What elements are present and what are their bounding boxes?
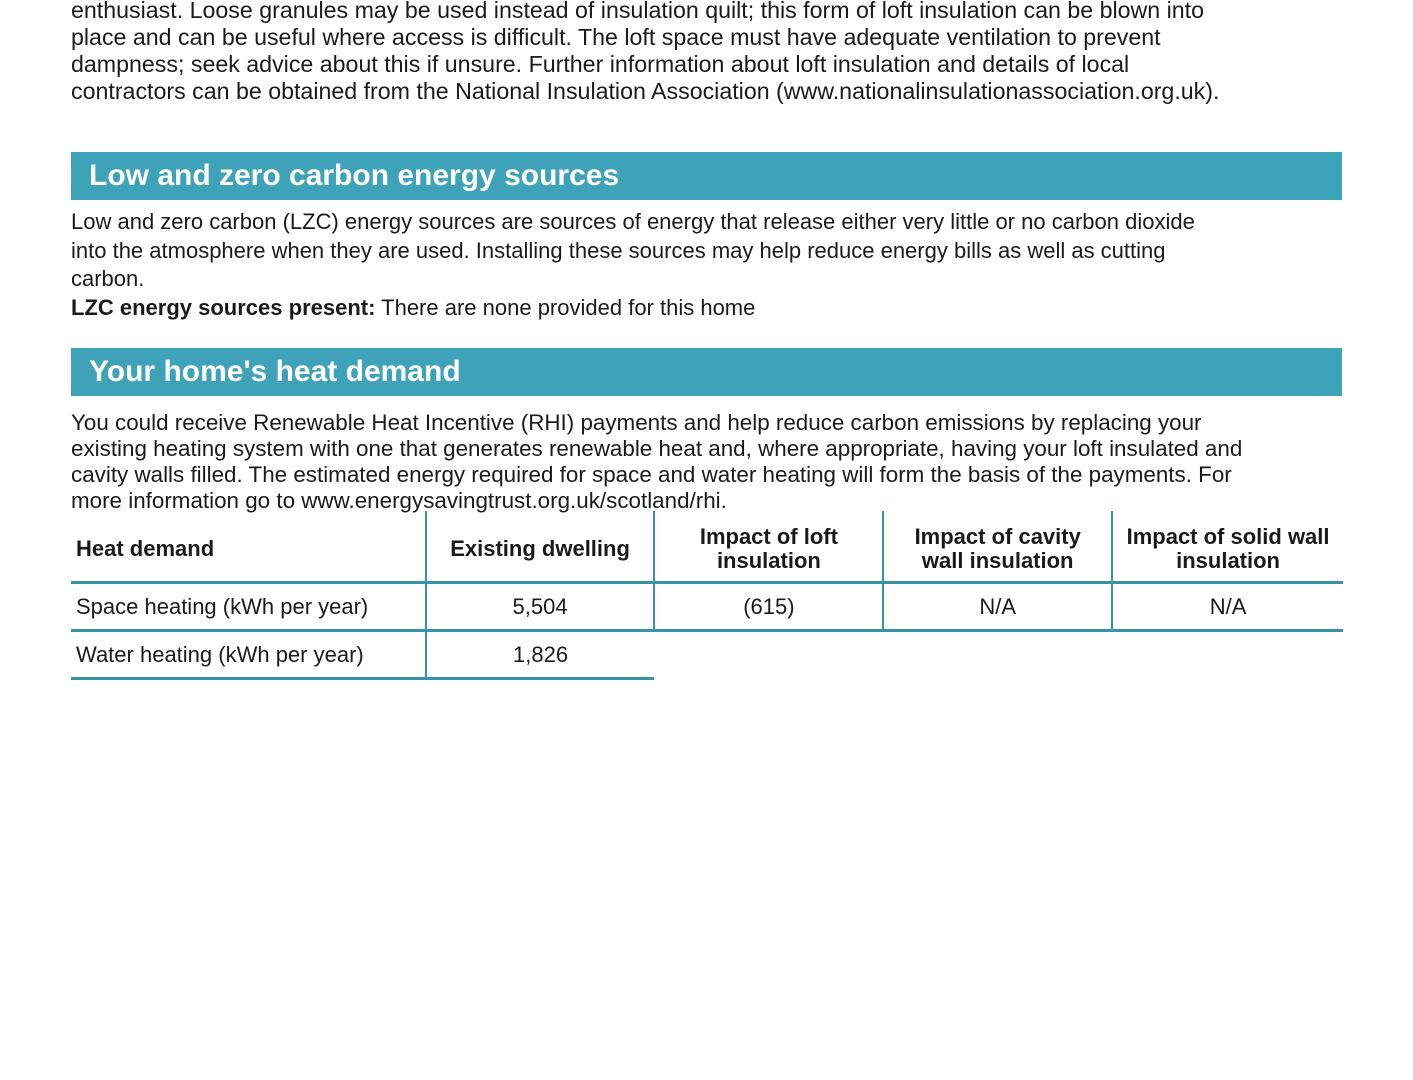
lzc-present-statement: [71, 294, 755, 322]
header-solid-line-2: insulation: [1176, 547, 1280, 573]
heat-demand-table: [71, 511, 1343, 680]
row-label-water-heating: Water heating (kWh per year): [71, 630, 426, 678]
space-heating-existing: 5,504: [426, 582, 655, 630]
table-row: [71, 582, 1343, 630]
empty-cell: [883, 630, 1112, 678]
heat-demand-section-heading: Your home's heat demand: [71, 348, 1342, 396]
row-label-space-heating: Space heating (kWh per year): [71, 582, 426, 630]
intro-line-1: enthusiast. Loose granules may be used instead of insulation quilt; this form of loft insulation can be blown into: [71, 0, 1205, 23]
document-page: [71, 0, 1343, 667]
lzc-description: [71, 208, 1336, 294]
header-loft-line-2: insulation: [716, 547, 821, 573]
header-heat-demand: Heat demand: [71, 511, 426, 582]
header-existing-dwelling: Existing dwelling: [426, 511, 655, 582]
intro-line-4: contractors can be obtained from the National Insulation Association (www.nationalinsulationassociation.org.uk).: [71, 78, 1220, 104]
space-heating-loft: (615): [654, 582, 883, 630]
empty-cell: [654, 630, 883, 678]
header-solid-line-1: Impact of solid wall: [1126, 523, 1330, 549]
space-heating-solid: N/A: [1112, 582, 1343, 630]
header-cavity-line-1: Impact of cavity: [914, 523, 1081, 549]
heat-line-4: more information go to www.energysavingtrust.org.uk/scotland/rhi.: [71, 488, 727, 513]
table-row: [71, 630, 1343, 678]
header-loft-insulation: [654, 511, 883, 582]
table-header-row: [71, 511, 1343, 582]
lzc-line-3: carbon.: [71, 266, 145, 291]
water-heating-existing: 1,826: [426, 630, 655, 678]
header-cavity-wall-insulation: [883, 511, 1112, 582]
intro-line-3: dampness; seek advice about this if unsure. Further information about loft insulation and details of local: [71, 51, 1130, 77]
heat-line-1: You could receive Renewable Heat Incentive (RHI) payments and help reduce carbon emissions by replacing your: [71, 410, 1202, 435]
header-cavity-line-2: wall insulation: [921, 547, 1074, 573]
lzc-line-1: Low and zero carbon (LZC) energy sources are sources of energy that release either very little or no carbon dioxide: [71, 209, 1195, 234]
lzc-present-value: There are none provided for this home: [375, 295, 756, 320]
space-heating-cavity: N/A: [883, 582, 1112, 630]
header-loft-line-1: Impact of loft: [699, 523, 838, 549]
loft-insulation-paragraph: [71, 0, 1343, 105]
empty-cell: [1112, 630, 1343, 678]
header-solid-wall-insulation: [1112, 511, 1343, 582]
intro-line-2: place and can be useful where access is difficult. The loft space must have adequate ventilation to prevent: [71, 24, 1161, 50]
heat-demand-description: [71, 410, 1343, 514]
lzc-line-2: into the atmosphere when they are used. Installing these sources may help reduce energy bills as well as cutting: [71, 237, 1166, 263]
lzc-section-heading: Low and zero carbon energy sources: [71, 152, 1342, 200]
lzc-present-label: LZC energy sources present:: [71, 295, 376, 320]
heat-line-3: cavity walls filled. The estimated energy required for space and water heating will form the basis of the payments. For: [71, 462, 1232, 487]
heat-line-2: existing heating system with one that generates renewable heat and, where appropriate, having your loft insulated and: [71, 436, 1243, 461]
